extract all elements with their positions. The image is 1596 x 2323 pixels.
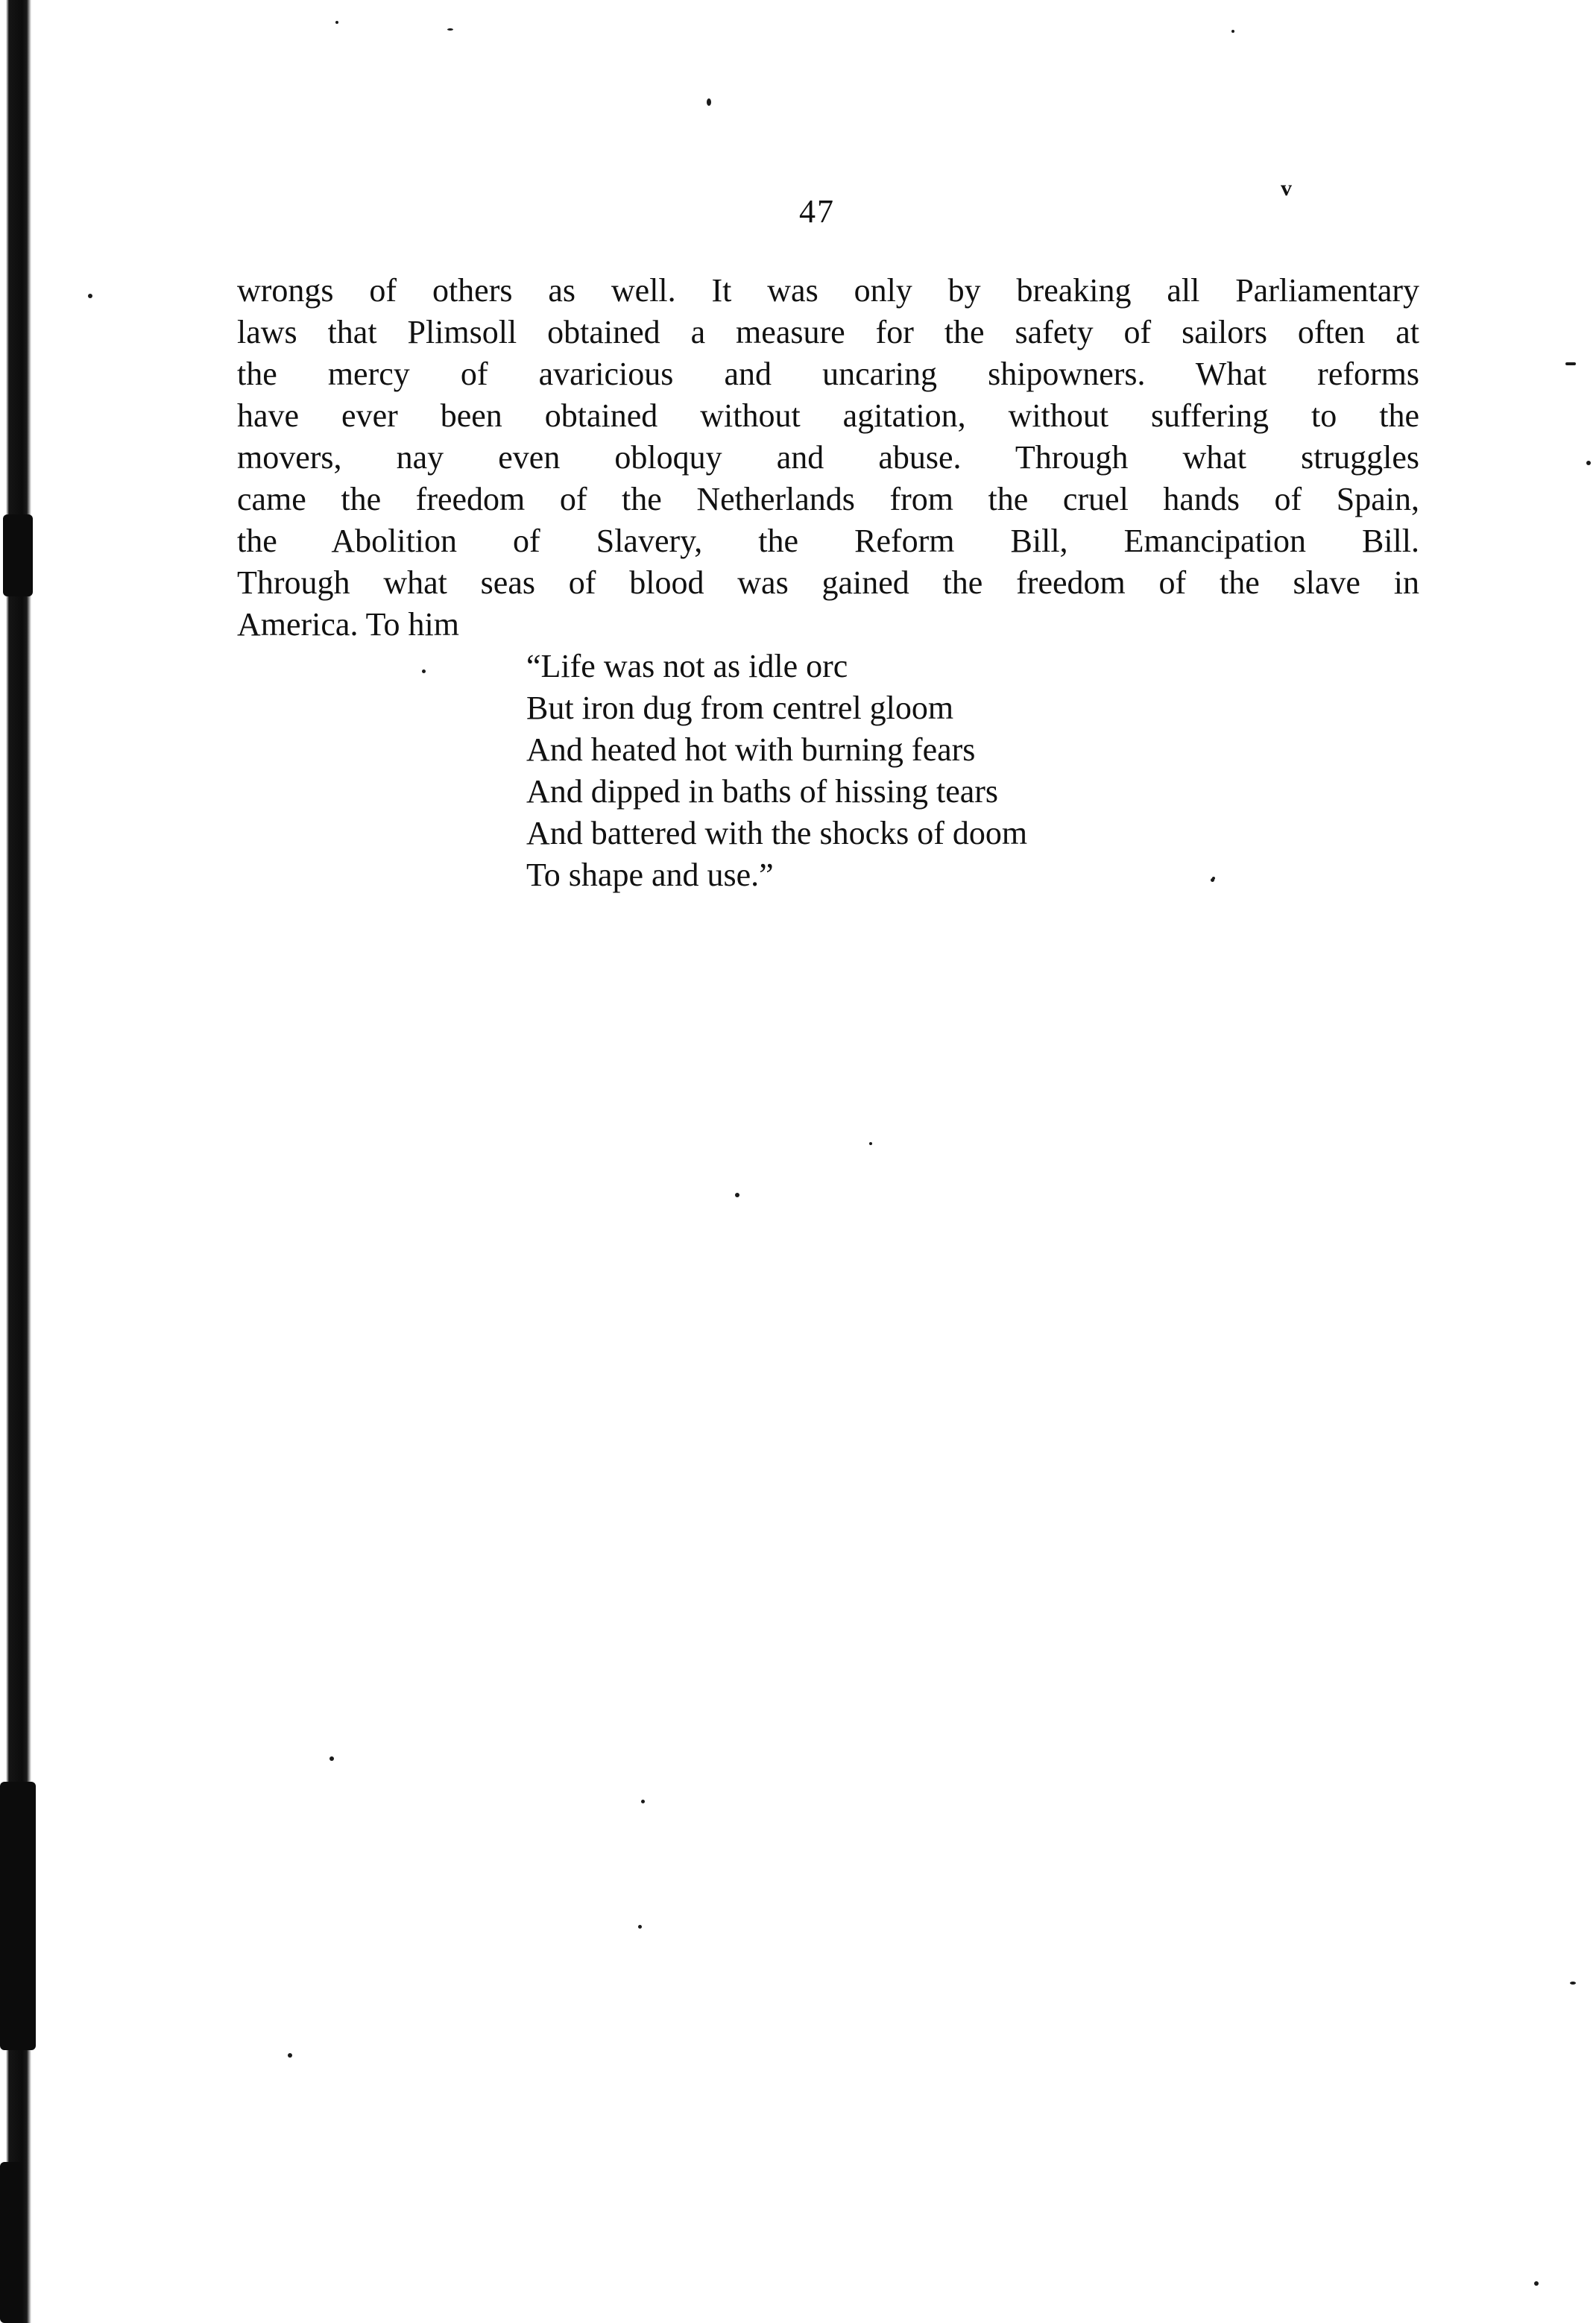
- scan-speck: [1534, 2281, 1539, 2286]
- prose-line: wrongs of others as well. It was only by breaking all Parliamentary: [237, 272, 1419, 309]
- verse-line: And heated hot with burning fears: [526, 731, 976, 768]
- scan-speck: [88, 294, 92, 298]
- prose-line: the mercy of avaricious and uncaring shipowners. What reforms: [237, 356, 1419, 392]
- verse-line: To shape and use.”: [526, 857, 774, 893]
- prose-line: came the freedom of the Netherlands from the cruel hands of Spain,: [237, 481, 1419, 517]
- verse-quotation: [526, 646, 1027, 896]
- prose-line: America. To him: [237, 606, 459, 643]
- prose-line: have ever been obtained without agitation, without suffering to the: [237, 397, 1419, 434]
- binding-shadow-lower: [0, 1782, 36, 2050]
- prose-line: laws that Plimsoll obtained a measure for the safety of sailors often at: [237, 314, 1419, 350]
- scan-speck: [335, 21, 338, 24]
- scan-speck: [869, 1142, 872, 1145]
- verse-line: And dipped in baths of hissing tears: [526, 773, 999, 810]
- scan-speck: [735, 1193, 739, 1197]
- scan-speck: [1212, 877, 1215, 880]
- prose-line: Through what seas of blood was gained the freedom of the slave in: [237, 564, 1419, 601]
- scan-speck: [329, 1756, 334, 1761]
- prose-line: movers, nay even obloquy and abuse. Through what struggles: [237, 439, 1419, 476]
- page-number: 47: [799, 193, 835, 230]
- scan-speck: [1565, 362, 1576, 365]
- verse-line: “Life was not as idle orc: [526, 648, 848, 684]
- scan-speck: [638, 1925, 642, 1929]
- scan-speck: [1570, 1982, 1576, 1985]
- verse-line: And battered with the shocks of doom: [526, 815, 1028, 851]
- scan-speck: [1586, 461, 1591, 465]
- binding-shadow-upper: [3, 514, 33, 596]
- prose-line: the Abolition of Slavery, the Reform Bill, Emancipation Bill.: [237, 523, 1419, 559]
- scan-speck: [288, 2053, 292, 2058]
- verse-line: But iron dug from centrel gloom: [526, 690, 954, 726]
- scan-speck: [447, 28, 453, 31]
- scan-speck: [1231, 30, 1234, 33]
- binding-shadow-bottom: [0, 2162, 22, 2323]
- corner-mark: v: [1281, 176, 1292, 201]
- prose-paragraph: [237, 270, 1419, 646]
- scan-speck: [422, 669, 426, 673]
- scan-speck: [707, 98, 711, 106]
- scan-speck: [641, 1800, 645, 1803]
